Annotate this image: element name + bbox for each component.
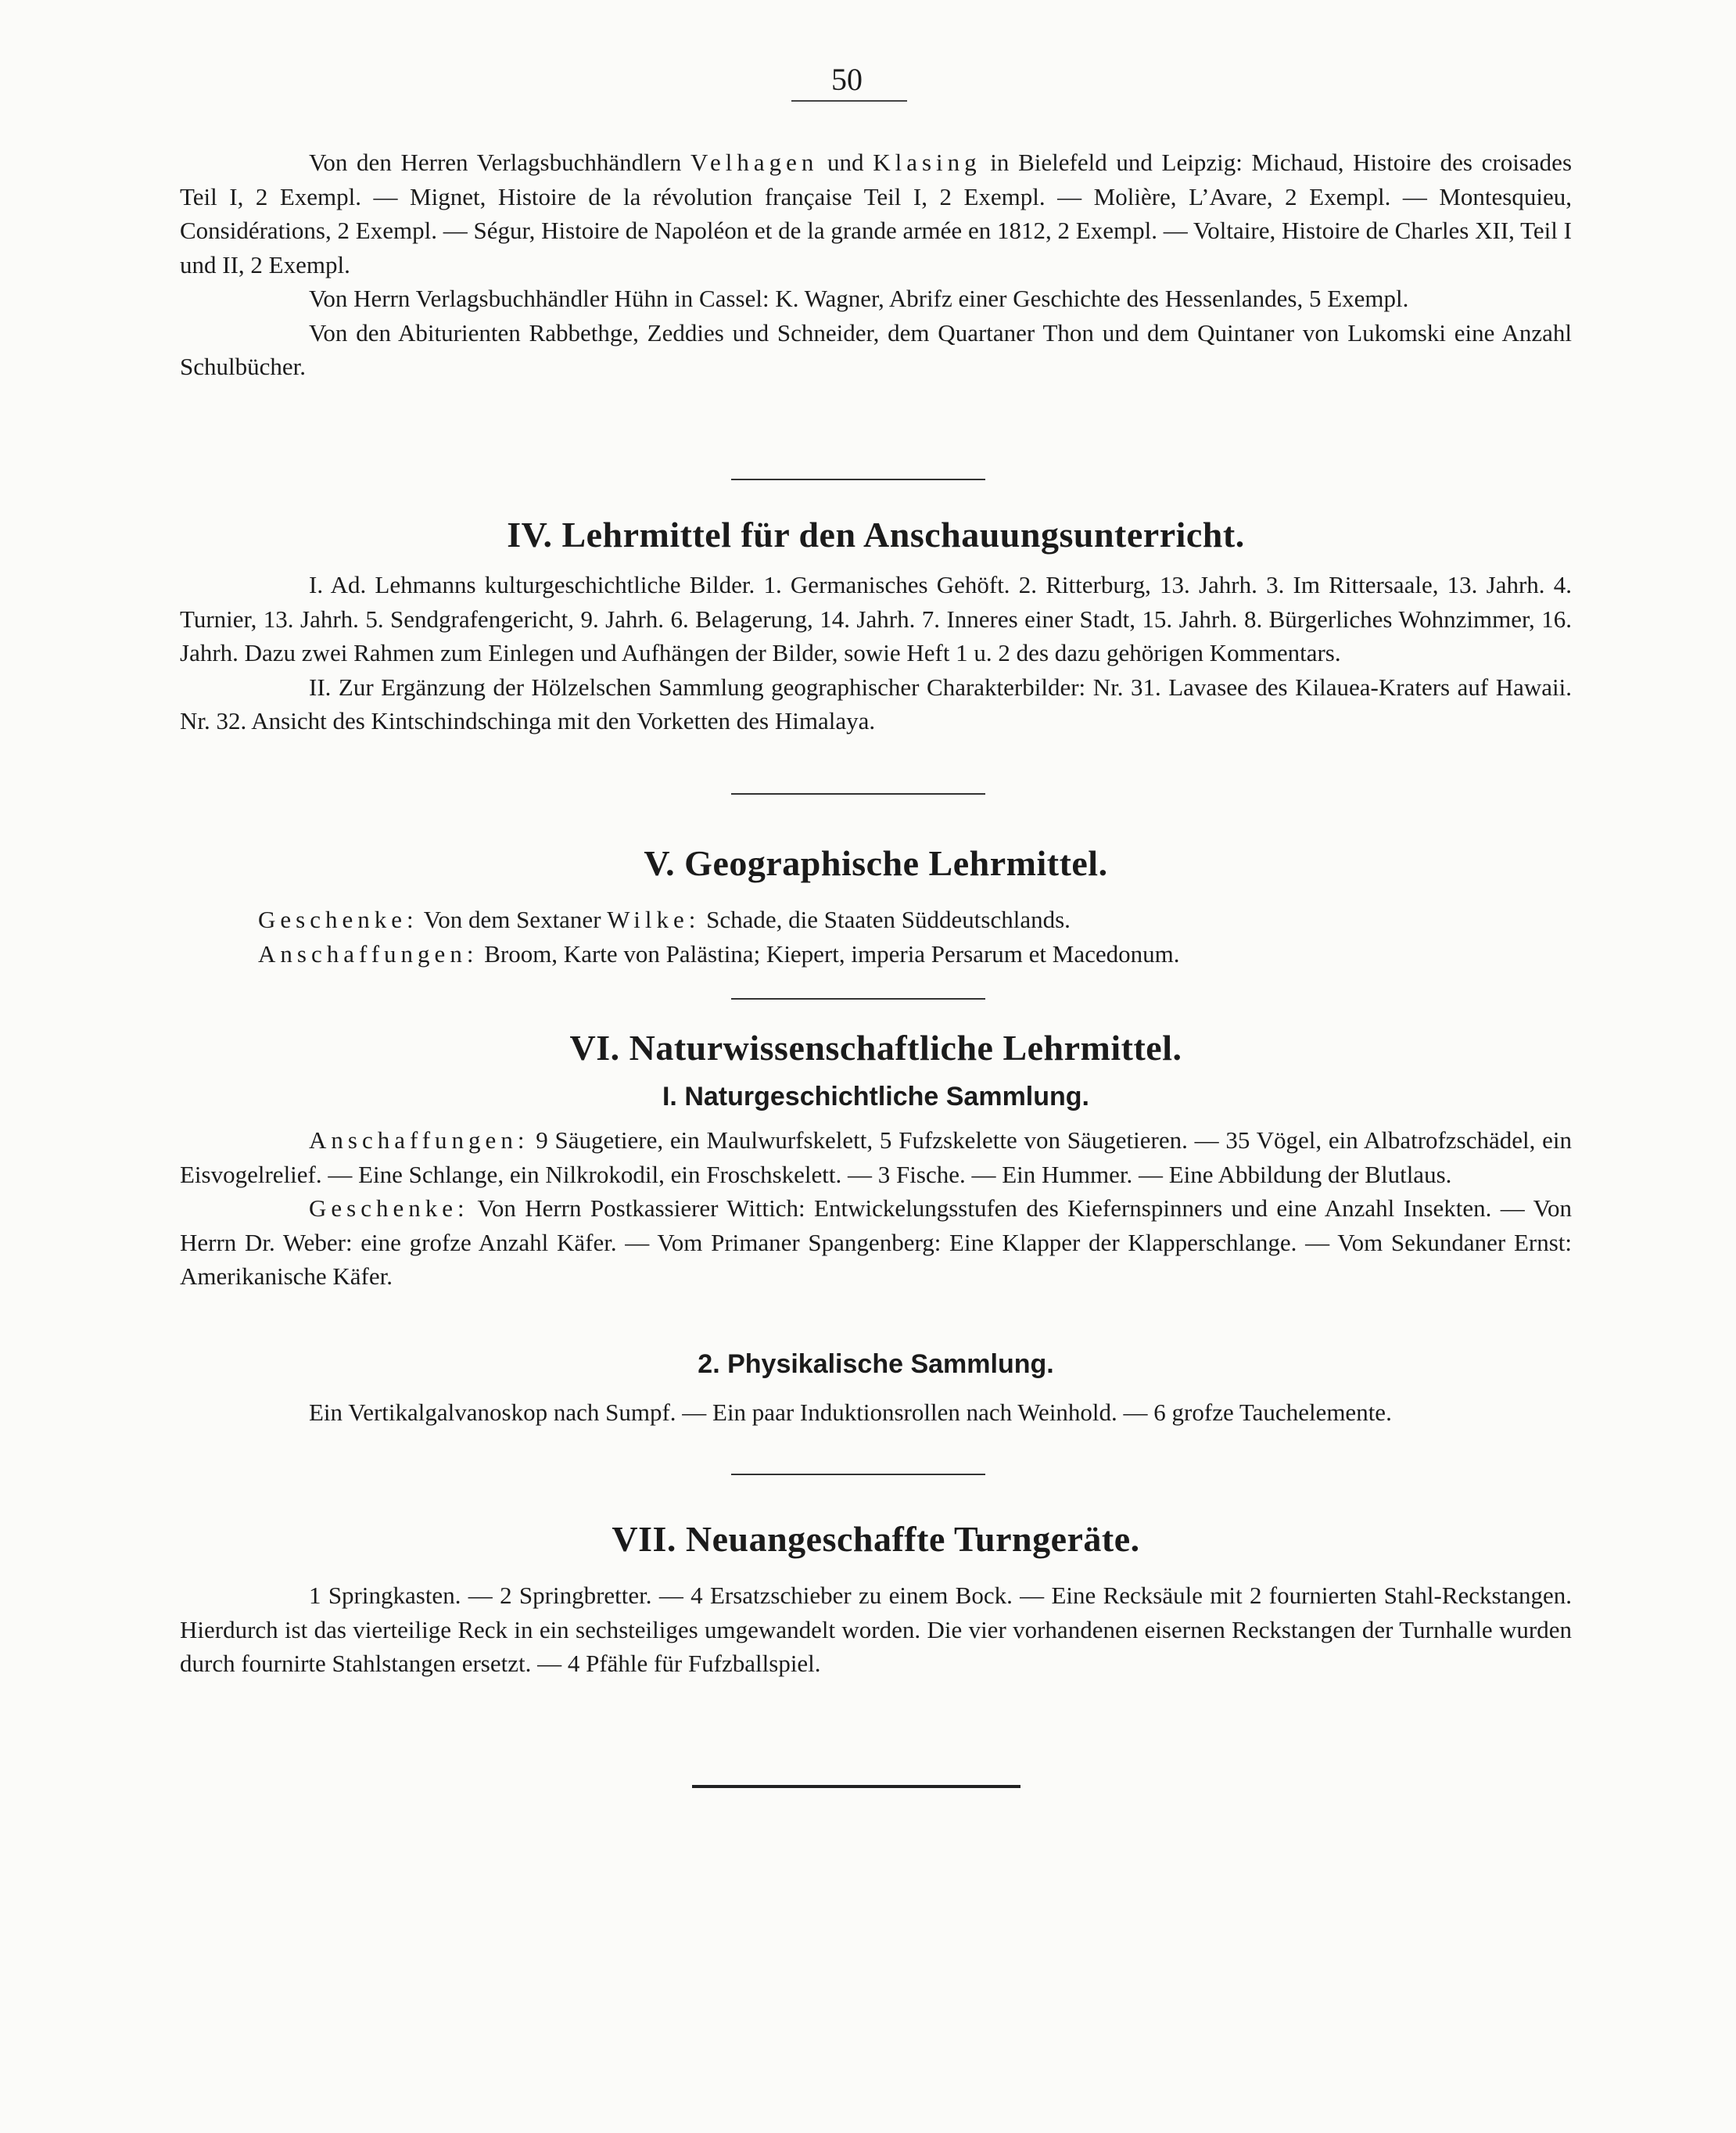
section-iv-paragraph-2: II. Zur Ergänzung der Hölzelschen Sammlung geographischer Charakterbilder: Nr. 31. Lavasee des Kilauea-Kraters auf Hawaii. Nr. 32. Ansicht des Kintschindschinga mit den Vorketten des Himalaya. [180,673,1572,734]
section-heading-iv: IV. Lehrmittel für den Anschauungsunterricht. [507,515,1245,555]
section-vi-acquisitions [180,1123,1572,1191]
label-geschenke: Geschenke: [309,1194,469,1222]
publisher-name: Klasing [873,149,981,176]
intro-text: in Bielefeld und Leipzig: Michaud, Histoire des croisades Teil I, 2 Exempl. — Mignet, Histoire de la révolution française Teil I, 2 Exempl. — Molière, L’Avare, 2 Exempl. — Montesquieu, Considérations, 2 Exempl. — Ségur, Histoire de Napoléon et de la grande armée en 1812, 2 Exempl. — Voltaire, Histoire de Charles XII, Teil I und II, 2 Exempl. [180,149,1573,278]
label-anschaffungen: Anschaffungen: [258,939,479,968]
page-number-rule [791,100,907,102]
intro-paragraph-2: Von Herrn Verlagsbuchhändler Hühn in Cassel: K. Wagner, Abrifz einer Geschichte des Hessenlandes, 5 Exempl. [309,285,1409,312]
section-divider [731,793,985,795]
donor-name: Wilke: [607,906,701,933]
acquisition-text: Broom, Karte von Palästina; Kiepert, imperia Persarum et Macedonum. [478,939,1180,968]
section-vii-block [180,1578,1572,1681]
intro-block [180,145,1572,384]
subheading-naturgeschichte: I. Naturgeschichtliche Sammlung. [662,1082,1089,1111]
subheading-physik: 2. Physikalische Sammlung. [698,1349,1054,1379]
intro-text: Von den Herren Verlagsbuchhändlern [309,149,691,176]
section-vi-physics-text: Ein Vertikalgalvanoskop nach Sumpf. — Ein paar Induktionsrollen nach Weinhold. — 6 grofze Tauchelemente. [309,1399,1392,1426]
section-divider [731,998,985,1000]
intro-paragraph-3: Von den Abiturienten Rabbethge, Zeddies und Schneider, dem Quartaner Thon und dem Quintaner von Lukomski eine Anzahl Schulbücher. [180,318,1572,380]
intro-text: und [818,149,873,176]
page-number: 50 [831,62,863,97]
gift-text: Von Herrn Postkassierer Wittich: Entwickelungsstufen des Kiefernspinners und eine Anzahl Insekten. — Von Herrn Dr. Weber: eine grofze Anzahl Käfer. — Vom Primaner Spangenberg: Eine Klapper der Klapperschlange. — Vom Sekundaner Ernst: Amerikanische Käfer. [180,1194,1572,1290]
section-divider [731,1474,985,1475]
label-anschaffungen: Anschaffungen: [309,1126,529,1154]
section-vi-block-1 [180,1123,1572,1294]
label-geschenke: Geschenke: [258,906,418,933]
section-vi-block-2 [180,1395,1572,1430]
publisher-name: Velhagen [690,149,819,176]
section-iv-paragraph-1: I. Ad. Lehmanns kulturgeschichtliche Bilder. 1. Germanisches Gehöft. 2. Ritterburg, 13. Jahrh. 3. Im Rittersaale, 13. Jahrh. 4. Turnier, 13. Jahrh. 5. Sendgrafengericht, 9. Jahrh. 6. Belagerung, 14. Jahrh. 7. Inneres einer Stadt, 15. Jahrh. 8. Bürgerliches Wohnzimmer, 16. Jahrh. Dazu zwei Rahmen zum Einlegen und Aufhängen der Bilder, sowie Heft 1 u. 2 des dazu gehörigen Kommentars. [180,571,1572,666]
gift-text: Schade, die Staaten Süddeutschlands. [700,906,1071,933]
section-iv-block [180,568,1572,738]
section-v-block [180,903,1572,971]
acquisition-text: 9 Säugetiere, ein Maulwurfskelett, 5 Fufzskelette von Säugetieren. — 35 Vögel, ein Albatrofzschädel, ein Eisvogelrelief. — Eine Schlange, ein Nilkrokodil, ein Froschskelett. — 3 Fische. — Ein Hummer. — Eine Abbildung der Blutlaus. [180,1126,1572,1188]
section-heading-vii: VII. Neuangeschaffte Turngeräte. [612,1519,1140,1559]
section-vii-paragraph: 1 Springkasten. — 2 Springbretter. — 4 Ersatzschieber zu einem Bock. — Eine Recksäule mit 2 fournierten Stahl-Reckstangen. Hierdurch ist das vierteilige Reck in ein sechsteiliges umgewandelt worden. Die vier vorhandenen eisernen Reckstangen der Turnhalle wurden durch fournirte Stahlstangen ersetzt. — 4 Pfähle für Fufzballspiel. [180,1582,1572,1677]
section-divider [731,479,985,480]
end-rule [692,1785,1020,1788]
section-vi-gifts [180,1191,1572,1294]
section-heading-v: V. Geographische Lehrmittel. [644,843,1108,883]
gift-text: Von dem Sextaner [418,906,608,933]
section-heading-vi: VI. Naturwissenschaftliche Lehrmittel. [569,1028,1182,1068]
intro-paragraph-1 [180,145,1572,282]
section-v-acquisitions [180,937,1572,971]
section-v-gifts [180,903,1572,937]
